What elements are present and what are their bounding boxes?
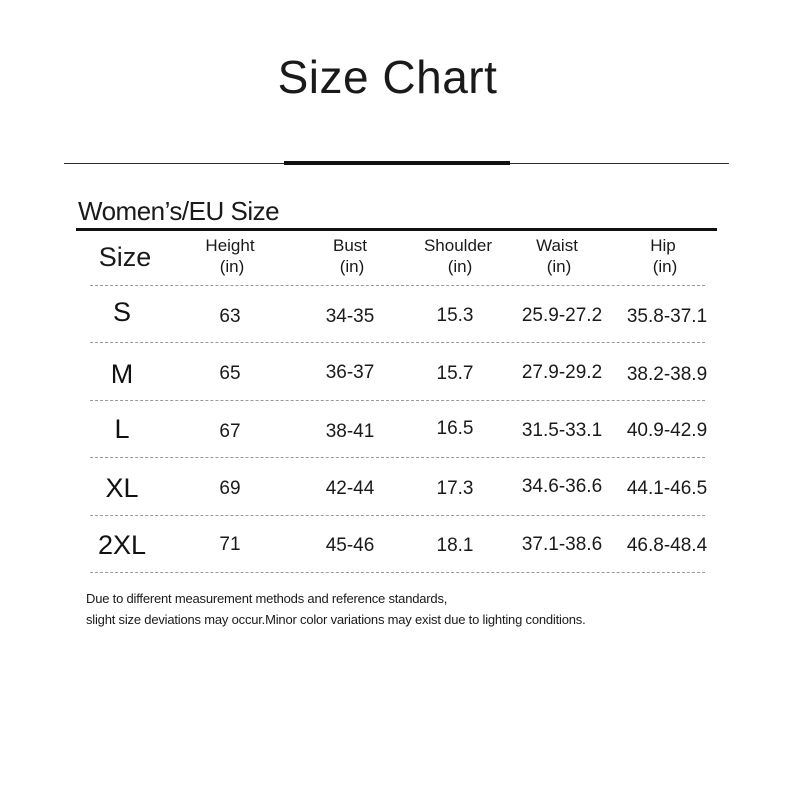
header-waist-unit: (in): [546, 257, 572, 276]
disclaimer-line-1: Due to different measurement methods and reference standards,: [86, 591, 448, 606]
size-label: L: [114, 414, 130, 444]
hip-cell: 35.8-37.1: [626, 306, 708, 327]
page-title: Size Chart: [277, 51, 498, 103]
waist-cell: 37.1-38.6: [521, 534, 603, 555]
row-divider: [90, 515, 705, 516]
bust-cell: 38-41: [325, 421, 375, 442]
size-label: M: [110, 359, 134, 389]
hip-cell: 38.2-38.9: [626, 364, 708, 385]
hip-cell: 44.1-46.5: [626, 478, 708, 499]
disclaimer-line-2: slight size deviations may occur.Minor color variations may exist due to lighting conditions.: [86, 612, 586, 627]
bust-cell: 42-44: [325, 478, 375, 499]
header-bust-label: Bust: [332, 236, 368, 255]
header-height-unit: (in): [219, 257, 245, 276]
header-hip-label: Hip: [650, 236, 676, 255]
bust-cell: 36-37: [325, 362, 375, 383]
height-cell: 67: [219, 421, 241, 442]
header-height-label: Height: [205, 236, 255, 255]
header-height: [195, 235, 265, 277]
title-divider-accent: [284, 161, 510, 165]
bust-cell: 45-46: [325, 535, 375, 556]
size-label: 2XL: [97, 530, 147, 560]
height-cell: 71: [219, 534, 241, 555]
hip-cell: 40.9-42.9: [626, 420, 708, 441]
section-title: Women’s/EU Size: [78, 196, 280, 226]
height-cell: 63: [219, 306, 241, 327]
header-shoulder: [413, 235, 503, 277]
section-divider: [76, 228, 717, 231]
waist-cell: 25.9-27.2: [521, 305, 603, 326]
header-waist: [522, 235, 592, 277]
size-label: XL: [105, 473, 139, 503]
bust-cell: 34-35: [325, 306, 375, 327]
height-cell: 65: [219, 363, 241, 384]
shoulder-cell: 18.1: [436, 535, 474, 556]
header-shoulder-label: Shoulder: [423, 236, 493, 255]
row-divider: [90, 400, 705, 401]
waist-cell: 31.5-33.1: [521, 420, 603, 441]
header-bust: [315, 235, 385, 277]
header-bust-unit: (in): [339, 257, 365, 276]
header-hip-unit: (in): [652, 257, 678, 276]
hip-cell: 46.8-48.4: [626, 535, 708, 556]
header-size: Size: [98, 242, 152, 272]
waist-cell: 34.6-36.6: [521, 476, 603, 497]
row-divider: [90, 457, 705, 458]
row-divider: [90, 572, 705, 573]
waist-cell: 27.9-29.2: [521, 362, 603, 383]
row-divider: [90, 285, 705, 286]
height-cell: 69: [219, 478, 241, 499]
row-divider: [90, 342, 705, 343]
header-hip: [628, 235, 698, 277]
size-label: S: [112, 297, 131, 327]
shoulder-cell: 16.5: [436, 418, 474, 439]
shoulder-cell: 15.7: [436, 363, 474, 384]
shoulder-cell: 15.3: [436, 305, 474, 326]
header-shoulder-unit: (in): [447, 257, 473, 276]
shoulder-cell: 17.3: [436, 478, 474, 499]
header-waist-label: Waist: [536, 236, 578, 255]
